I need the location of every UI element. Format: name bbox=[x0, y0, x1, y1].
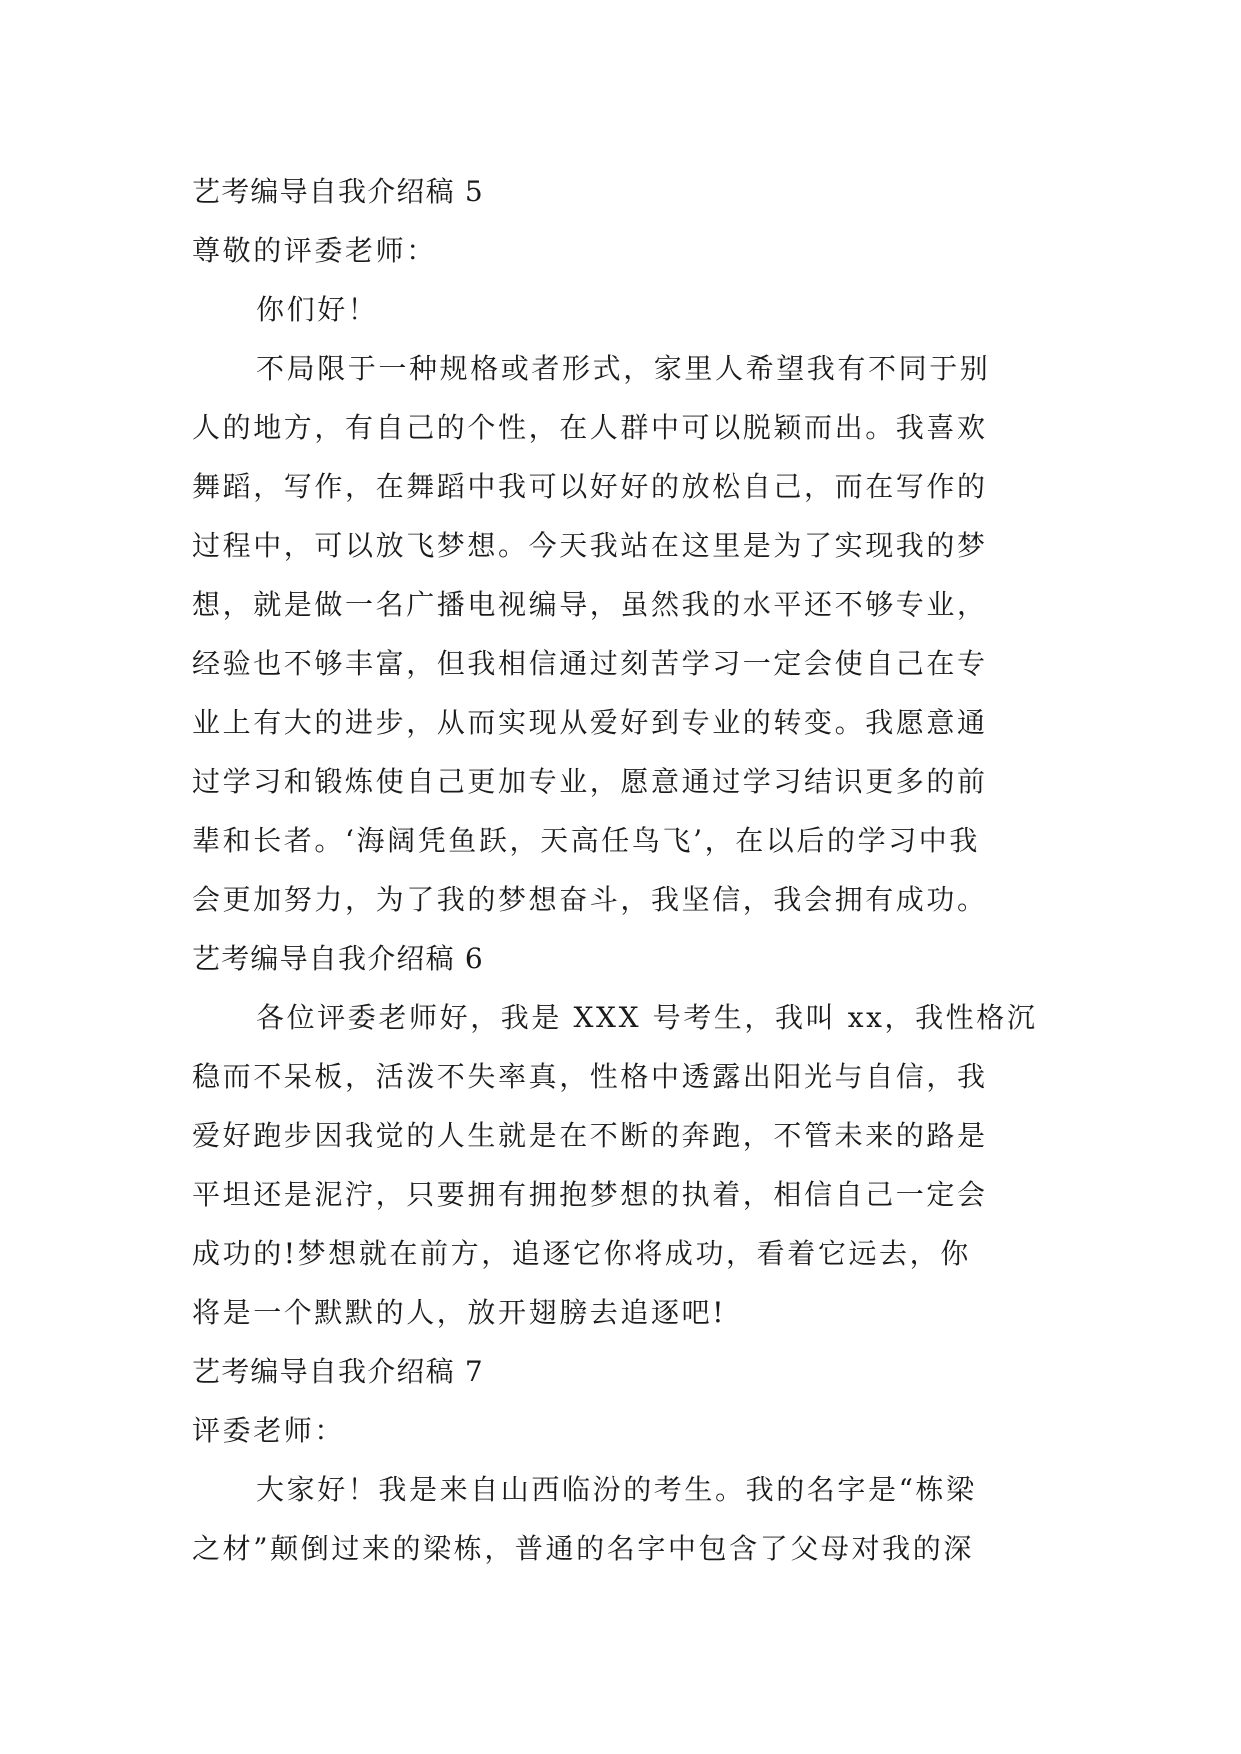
greeting: 你们好！ bbox=[256, 293, 379, 326]
paragraph-line: 成功的!梦想就在前方，追逐它你将成功，看着它远去，你 bbox=[192, 1237, 971, 1270]
paragraph-line: 之材”颠倒过来的梁栋，普通的名字中包含了父母对我的深 bbox=[192, 1532, 974, 1565]
paragraph-line: 辈和长者。‘海阔凭鱼跃，天高任鸟飞’，在以后的学习中我 bbox=[192, 824, 981, 857]
paragraph-line: 各位评委老师好，我是 XXX 号考生，我叫 xx，我性格沉 bbox=[256, 1001, 1038, 1034]
paragraph-line: 过程中，可以放飞梦想。今天我站在这里是为了实现我的梦 bbox=[192, 529, 988, 562]
section-heading-5: 艺考编导自我介绍稿 5 bbox=[192, 175, 484, 208]
paragraph-line: 想，就是做一名广播电视编导，虽然我的水平还不够专业， bbox=[192, 588, 988, 621]
paragraph-line: 不局限于一种规格或者形式，家里人希望我有不同于别 bbox=[256, 352, 991, 385]
paragraph-line: 大家好！我是来自山西临汾的考生。我的名字是“栋梁 bbox=[256, 1473, 977, 1506]
salutation: 尊敬的评委老师： bbox=[192, 234, 437, 267]
document-page bbox=[192, 162, 1062, 1578]
paragraph-line: 平坦还是泥泞，只要拥有拥抱梦想的执着，相信自己一定会 bbox=[192, 1178, 988, 1211]
paragraph-line: 过学习和锻炼使自己更加专业，愿意通过学习结识更多的前 bbox=[192, 765, 988, 798]
paragraph-line: 会更加努力，为了我的梦想奋斗，我坚信，我会拥有成功。 bbox=[192, 883, 988, 916]
section-heading-7: 艺考编导自我介绍稿 7 bbox=[192, 1355, 484, 1388]
paragraph-line: 舞蹈，写作，在舞蹈中我可以好好的放松自己，而在写作的 bbox=[192, 470, 988, 503]
paragraph-line: 业上有大的进步，从而实现从爱好到专业的转变。我愿意通 bbox=[192, 706, 988, 739]
paragraph-line: 稳而不呆板，活泼不失率真，性格中透露出阳光与自信，我 bbox=[192, 1060, 988, 1093]
paragraph-line: 经验也不够丰富，但我相信通过刻苦学习一定会使自己在专 bbox=[192, 647, 988, 680]
paragraph-line: 人的地方，有自己的个性，在人群中可以脱颖而出。我喜欢 bbox=[192, 411, 988, 444]
salutation: 评委老师： bbox=[192, 1414, 346, 1447]
section-heading-6: 艺考编导自我介绍稿 6 bbox=[192, 942, 484, 975]
paragraph-line: 将是一个默默的人，放开翅膀去追逐吧! bbox=[192, 1296, 727, 1329]
paragraph-line: 爱好跑步因我觉的人生就是在不断的奔跑，不管未来的路是 bbox=[192, 1119, 988, 1152]
